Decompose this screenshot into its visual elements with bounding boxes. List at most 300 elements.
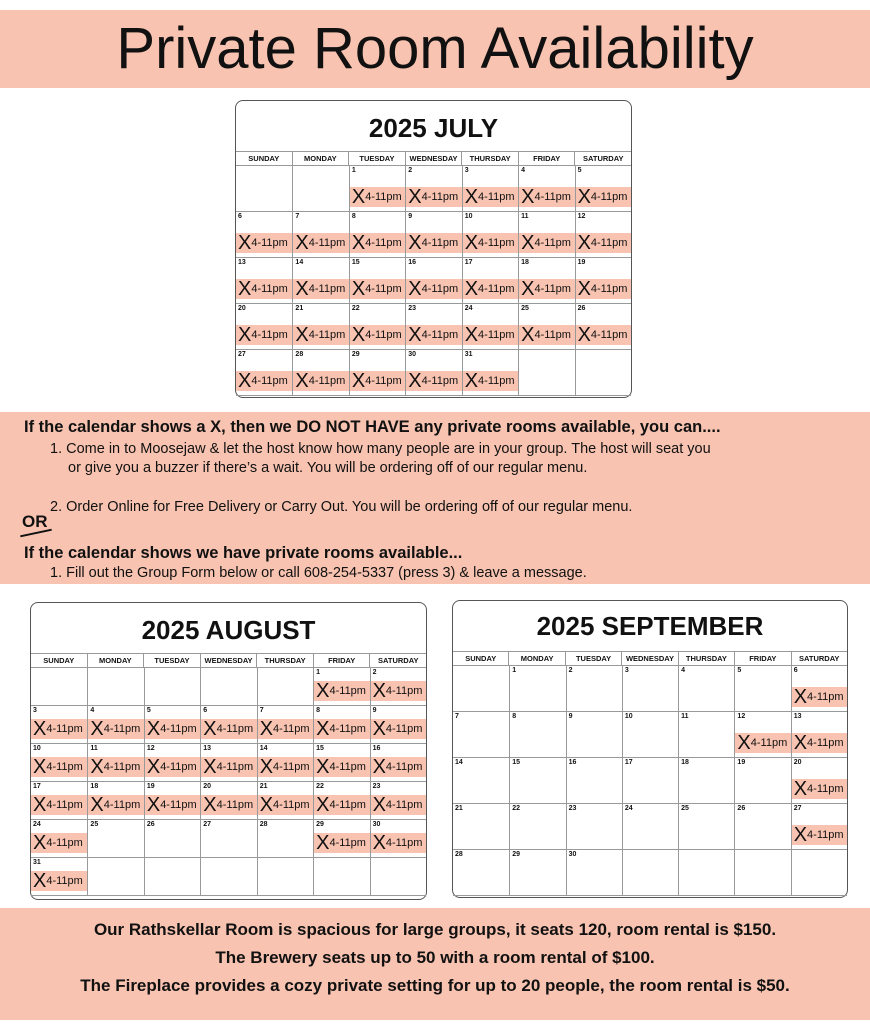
day-number: 30	[568, 851, 577, 858]
day-number: 26	[146, 821, 155, 828]
booked-x-icon: X	[408, 370, 422, 392]
calendar-day-cell	[509, 666, 565, 712]
group-form-instruction: 1. Fill out the Group Form below or call 608-254-5337 (press 3) & leave a message.	[50, 565, 587, 581]
booked-slot	[258, 757, 313, 777]
booked-slot	[371, 681, 426, 701]
booked-x-icon: X	[351, 278, 366, 300]
day-number: 10	[624, 713, 633, 720]
booked-slot	[293, 371, 348, 391]
calendar-day-cell	[791, 850, 847, 896]
booked-time: 4-11pm	[365, 191, 402, 203]
day-number: 22	[316, 783, 324, 790]
booked-slot	[314, 681, 369, 701]
booked-time: 4-11pm	[251, 237, 288, 249]
booked-x-icon: X	[238, 324, 252, 346]
booked-time: 4-11pm	[534, 191, 571, 203]
booked-x-icon: X	[238, 232, 252, 254]
booked-slot	[293, 325, 348, 345]
booked-slot	[371, 757, 426, 777]
day-number: 14	[259, 745, 268, 752]
calendar-day-cell	[200, 706, 256, 744]
booked-time: 4-11pm	[385, 685, 423, 697]
booked-x-icon: X	[238, 370, 252, 392]
day-number: 12	[577, 213, 586, 220]
booked-slot	[350, 325, 405, 345]
booked-time: 4-11pm	[46, 875, 83, 887]
calendar-grid	[31, 667, 426, 896]
booked-time: 4-11pm	[478, 191, 515, 203]
day-number: 26	[577, 305, 586, 312]
calendar-day-cell	[236, 212, 292, 258]
booked-time: 4-11pm	[46, 799, 83, 811]
booked-slot	[314, 757, 369, 777]
booked-x-icon: X	[259, 756, 274, 778]
calendar-day-cell	[87, 858, 143, 896]
calendar-day-cell	[349, 212, 405, 258]
booked-x-icon: X	[577, 232, 591, 254]
day-number: 6	[203, 707, 208, 714]
day-number: 8	[316, 707, 321, 714]
day-number: 23	[372, 783, 381, 790]
booked-time: 4-11pm	[365, 237, 402, 249]
weekday-header	[31, 653, 426, 667]
day-number: 6	[793, 667, 798, 674]
calendar-day-cell	[370, 744, 426, 782]
calendar-day-cell	[31, 820, 87, 858]
booked-slot	[519, 233, 574, 253]
booked-time: 4-11pm	[103, 799, 141, 811]
day-number: 8	[512, 713, 517, 720]
booked-time: 4-11pm	[385, 837, 423, 849]
booked-x-icon: X	[316, 718, 330, 740]
day-number: 12	[737, 713, 746, 720]
booked-time: 4-11pm	[807, 691, 844, 703]
calendar-day-cell	[575, 304, 631, 350]
day-number: 14	[295, 259, 304, 266]
booked-time: 4-11pm	[590, 283, 628, 295]
day-number: 20	[793, 759, 802, 766]
booked-time: 4-11pm	[308, 283, 346, 295]
calendar-day-cell	[791, 666, 847, 712]
booked-time: 4-11pm	[251, 375, 288, 387]
booked-slot	[88, 719, 143, 739]
booked-time: 4-11pm	[807, 829, 844, 841]
day-number: 17	[464, 259, 473, 266]
brewery-room-info: The Brewery seats up to 50 with a room rental of $100.	[215, 948, 655, 967]
day-number: 10	[33, 745, 41, 752]
calendar-day-cell	[349, 258, 405, 304]
day-number: 3	[464, 167, 469, 174]
booked-x-icon: X	[351, 370, 366, 392]
day-number: 16	[408, 259, 417, 266]
day-number: 30	[408, 351, 417, 358]
day-number: 2	[372, 669, 377, 676]
calendar-day-cell	[622, 712, 678, 758]
booked-x-icon: X	[295, 278, 309, 300]
booked-x-icon: X	[793, 778, 808, 800]
booked-slot	[371, 833, 426, 853]
or-label: OR	[22, 512, 48, 531]
booked-time: 4-11pm	[750, 737, 788, 749]
booked-time: 4-11pm	[273, 799, 310, 811]
day-number: 15	[351, 259, 360, 266]
weekday-label: TUESDAY	[143, 654, 200, 667]
weekday-label: THURSDAY	[256, 654, 313, 667]
day-number: 2	[568, 667, 573, 674]
calendar-day-cell	[236, 304, 292, 350]
calendar-day-cell	[509, 804, 565, 850]
day-number: 2	[408, 167, 413, 174]
booked-x-icon: X	[793, 732, 808, 754]
rathskellar-room-info: Our Rathskellar Room is spacious for large groups, it seats 120, room rental is $150.	[93, 920, 777, 939]
weekday-label: SATURDAY	[791, 652, 847, 665]
calendar-title: 2025 SEPTEMBER	[536, 611, 764, 641]
day-number: 25	[521, 305, 529, 312]
weekday-label: SUNDAY	[465, 654, 497, 663]
weekday-label: SATURDAY	[574, 152, 631, 165]
booked-x-icon: X	[351, 232, 366, 254]
booked-slot	[406, 279, 461, 299]
day-number: 25	[90, 821, 99, 828]
booked-x-icon: X	[146, 718, 161, 740]
day-number: 7	[259, 707, 264, 714]
day-number: 31	[33, 859, 41, 866]
option-1-line-1: 1. Come in to Moosejaw & let the host know how many people are in your group. The host will seat you	[50, 441, 711, 457]
calendar-day-cell	[87, 820, 143, 858]
calendar-day-cell	[405, 166, 461, 212]
booked-slot	[88, 795, 143, 815]
calendar-day-cell	[678, 666, 734, 712]
booked-x-icon: X	[372, 794, 386, 816]
booked-x-icon: X	[295, 370, 309, 392]
booked-x-icon: X	[33, 794, 47, 816]
day-number: 3	[33, 707, 37, 714]
calendar-day-cell	[87, 668, 143, 706]
calendar-day-cell	[462, 350, 518, 396]
day-number: 24	[33, 821, 41, 828]
calendar-day-cell	[31, 744, 87, 782]
calendar-day-cell	[734, 666, 790, 712]
day-number: 5	[577, 167, 582, 174]
weekday-header	[236, 151, 631, 165]
weekday-label: SUNDAY	[248, 154, 280, 163]
calendar-day-cell	[349, 166, 405, 212]
booked-time: 4-11pm	[160, 761, 197, 773]
day-number: 7	[455, 713, 459, 720]
day-number: 19	[737, 759, 746, 766]
day-number: 24	[464, 305, 473, 312]
booked-x-icon: X	[33, 756, 47, 778]
booked-slot	[792, 825, 847, 845]
booked-slot	[31, 833, 87, 853]
day-number: 9	[568, 713, 573, 720]
booked-slot	[371, 795, 426, 815]
booked-time: 4-11pm	[329, 685, 366, 697]
calendar-day-cell	[566, 666, 622, 712]
weekday-label: WEDNESDAY	[621, 652, 677, 665]
calendar-day-cell	[144, 668, 200, 706]
day-number: 16	[372, 745, 381, 752]
calendar-day-cell	[509, 712, 565, 758]
weekday-label: TUESDAY	[565, 652, 621, 665]
day-number: 10	[464, 213, 473, 220]
day-number: 28	[259, 821, 268, 828]
day-number: 22	[351, 305, 360, 312]
booked-time: 4-11pm	[160, 723, 197, 735]
booked-slot	[258, 795, 313, 815]
booked-time: 4-11pm	[273, 761, 310, 773]
booked-slot	[792, 733, 847, 753]
weekday-label: FRIDAY	[313, 654, 370, 667]
calendar-day-cell	[678, 758, 734, 804]
booked-slot	[314, 833, 369, 853]
booked-x-icon: X	[146, 794, 161, 816]
day-number: 19	[146, 783, 155, 790]
day-number: 4	[90, 707, 95, 714]
calendar-day-cell	[313, 858, 369, 896]
weekday-label: SATURDAY	[369, 654, 426, 667]
weekday-label: TUESDAY	[348, 152, 405, 165]
calendar-day-cell	[518, 258, 574, 304]
booked-x-icon: X	[351, 186, 366, 208]
day-number: 31	[464, 351, 473, 358]
calendar-day-cell	[791, 804, 847, 850]
day-number: 1	[512, 667, 517, 674]
booked-x-icon: X	[577, 186, 591, 208]
day-number: 27	[238, 351, 246, 358]
booked-slot	[463, 233, 518, 253]
booked-time: 4-11pm	[308, 375, 346, 387]
calendar-day-cell	[518, 304, 574, 350]
calendar-day-cell	[518, 350, 574, 396]
day-number: 6	[238, 213, 242, 220]
calendar-day-cell	[257, 782, 313, 820]
booked-slot	[406, 325, 461, 345]
day-number: 16	[568, 759, 577, 766]
booked-x-icon: X	[351, 324, 366, 346]
weekday-label: SUNDAY	[43, 656, 75, 665]
booked-time: 4-11pm	[251, 329, 288, 341]
booked-time: 4-11pm	[807, 737, 844, 749]
calendar-day-cell	[236, 258, 292, 304]
day-number: 19	[577, 259, 586, 266]
booked-x-icon: X	[464, 232, 479, 254]
booked-slot	[201, 757, 256, 777]
calendar-day-cell	[200, 744, 256, 782]
calendar-day-cell	[405, 350, 461, 396]
booked-slot	[258, 719, 313, 739]
booked-slot	[463, 325, 518, 345]
day-number: 11	[681, 713, 689, 720]
day-number: 30	[372, 821, 381, 828]
calendar-day-cell	[509, 850, 565, 896]
day-number: 27	[793, 805, 802, 812]
calendar-day-cell	[509, 758, 565, 804]
calendar-day-cell	[144, 782, 200, 820]
booked-slot	[735, 733, 790, 753]
booked-slot	[145, 795, 200, 815]
day-number: 12	[146, 745, 155, 752]
booked-x-icon: X	[521, 186, 535, 208]
booked-x-icon: X	[577, 278, 591, 300]
calendar-day-cell	[734, 850, 790, 896]
booked-x-icon: X	[33, 832, 47, 854]
day-number: 22	[512, 805, 521, 812]
day-number: 9	[408, 213, 413, 220]
calendar-day-cell	[575, 166, 631, 212]
booked-slot	[406, 187, 461, 207]
calendar-day-cell	[236, 166, 292, 212]
calendar-day-cell	[313, 706, 369, 744]
available-heading: If the calendar shows we have private rooms available...	[24, 544, 463, 562]
booked-time: 4-11pm	[807, 783, 844, 795]
booked-time: 4-11pm	[421, 329, 459, 341]
booked-time: 4-11pm	[421, 375, 459, 387]
day-number: 17	[33, 783, 41, 790]
booked-slot	[314, 795, 369, 815]
booked-x-icon: X	[146, 756, 161, 778]
weekday-label: MONDAY	[87, 654, 144, 667]
booked-time: 4-11pm	[534, 237, 571, 249]
unavailable-heading: If the calendar shows a X, then we DO NOT HAVE any private rooms available, you can....	[24, 418, 721, 436]
day-number: 29	[512, 851, 521, 858]
day-number: 20	[238, 305, 246, 312]
booked-slot	[576, 325, 631, 345]
calendar-day-cell	[292, 304, 348, 350]
calendar-day-cell	[313, 820, 369, 858]
booked-time: 4-11pm	[534, 283, 571, 295]
booked-slot	[463, 279, 518, 299]
calendar-day-cell	[678, 712, 734, 758]
day-number: 29	[351, 351, 360, 358]
calendar-day-cell	[453, 712, 509, 758]
calendar-day-cell	[236, 350, 292, 396]
booked-slot	[145, 719, 200, 739]
booked-x-icon: X	[203, 794, 217, 816]
calendar-day-cell	[257, 820, 313, 858]
calendar-day-cell	[405, 304, 461, 350]
booked-slot	[519, 187, 574, 207]
calendar-day-cell	[566, 712, 622, 758]
day-number: 15	[512, 759, 521, 766]
booked-slot	[145, 757, 200, 777]
day-number: 1	[351, 167, 356, 174]
calendar-day-cell	[370, 820, 426, 858]
booked-slot	[576, 233, 631, 253]
calendar-day-cell	[370, 668, 426, 706]
calendar-day-cell	[453, 850, 509, 896]
calendar-day-cell	[791, 758, 847, 804]
weekday-header	[453, 651, 847, 665]
booked-x-icon: X	[316, 756, 330, 778]
calendar-day-cell	[462, 304, 518, 350]
booked-time: 4-11pm	[421, 191, 459, 203]
day-number: 4	[521, 167, 526, 174]
booked-x-icon: X	[464, 370, 479, 392]
booked-time: 4-11pm	[365, 375, 402, 387]
booked-time: 4-11pm	[46, 723, 83, 735]
day-number: 28	[455, 851, 463, 858]
booked-time: 4-11pm	[365, 329, 402, 341]
calendar-title: 2025 JULY	[368, 113, 499, 143]
booked-x-icon: X	[316, 794, 330, 816]
day-number: 28	[295, 351, 304, 358]
booked-x-icon: X	[521, 232, 535, 254]
booked-x-icon: X	[793, 686, 808, 708]
option-2: 2. Order Online for Free Delivery or Carry Out. You will be ordering off of our regular menu.	[50, 499, 633, 515]
calendar-day-cell	[292, 212, 348, 258]
weekday-label: WEDNESDAY	[405, 152, 462, 165]
booked-x-icon: X	[464, 324, 479, 346]
day-number: 29	[316, 821, 324, 828]
booked-time: 4-11pm	[46, 837, 83, 849]
calendar-day-cell	[462, 258, 518, 304]
booked-slot	[236, 371, 292, 391]
day-number: 20	[203, 783, 212, 790]
booked-time: 4-11pm	[329, 837, 366, 849]
booked-time: 4-11pm	[478, 329, 515, 341]
calendar-day-cell	[313, 668, 369, 706]
booked-slot	[350, 279, 405, 299]
booked-time: 4-11pm	[329, 723, 366, 735]
booked-slot	[519, 279, 574, 299]
booked-x-icon: X	[295, 324, 309, 346]
calendar-day-cell	[292, 258, 348, 304]
booked-x-icon: X	[316, 680, 330, 702]
calendar-day-cell	[453, 758, 509, 804]
booked-x-icon: X	[316, 832, 330, 854]
calendar-day-cell	[31, 782, 87, 820]
calendar-day-cell	[257, 668, 313, 706]
booked-x-icon: X	[33, 718, 47, 740]
booked-time: 4-11pm	[478, 375, 515, 387]
day-number: 5	[146, 707, 151, 714]
calendar-day-cell	[87, 744, 143, 782]
booked-time: 4-11pm	[46, 761, 83, 773]
day-number: 13	[203, 745, 212, 752]
calendar-day-cell	[87, 782, 143, 820]
booked-slot	[350, 187, 405, 207]
booked-slot	[314, 719, 369, 739]
day-number: 11	[90, 745, 98, 752]
booked-x-icon: X	[203, 718, 217, 740]
calendar-day-cell	[200, 782, 256, 820]
booked-slot	[31, 795, 87, 815]
calendar-day-cell	[622, 666, 678, 712]
day-number: 18	[681, 759, 689, 766]
calendar-day-cell	[200, 820, 256, 858]
calendar-day-cell	[622, 758, 678, 804]
booked-time: 4-11pm	[308, 237, 346, 249]
day-number: 27	[203, 821, 212, 828]
booked-time: 4-11pm	[216, 723, 254, 735]
day-number: 13	[238, 259, 246, 266]
booked-x-icon: X	[793, 824, 808, 846]
calendar-grid	[453, 665, 847, 896]
booked-time: 4-11pm	[103, 723, 141, 735]
booked-slot	[31, 871, 87, 891]
booked-x-icon: X	[259, 794, 274, 816]
day-number: 9	[372, 707, 377, 714]
calendar-day-cell	[453, 804, 509, 850]
day-number: 23	[408, 305, 417, 312]
booked-slot	[463, 371, 518, 391]
booked-x-icon: X	[521, 278, 535, 300]
weekday-label: THURSDAY	[678, 652, 734, 665]
calendar-july	[235, 100, 632, 398]
calendar-day-cell	[734, 804, 790, 850]
booked-x-icon: X	[521, 324, 535, 346]
